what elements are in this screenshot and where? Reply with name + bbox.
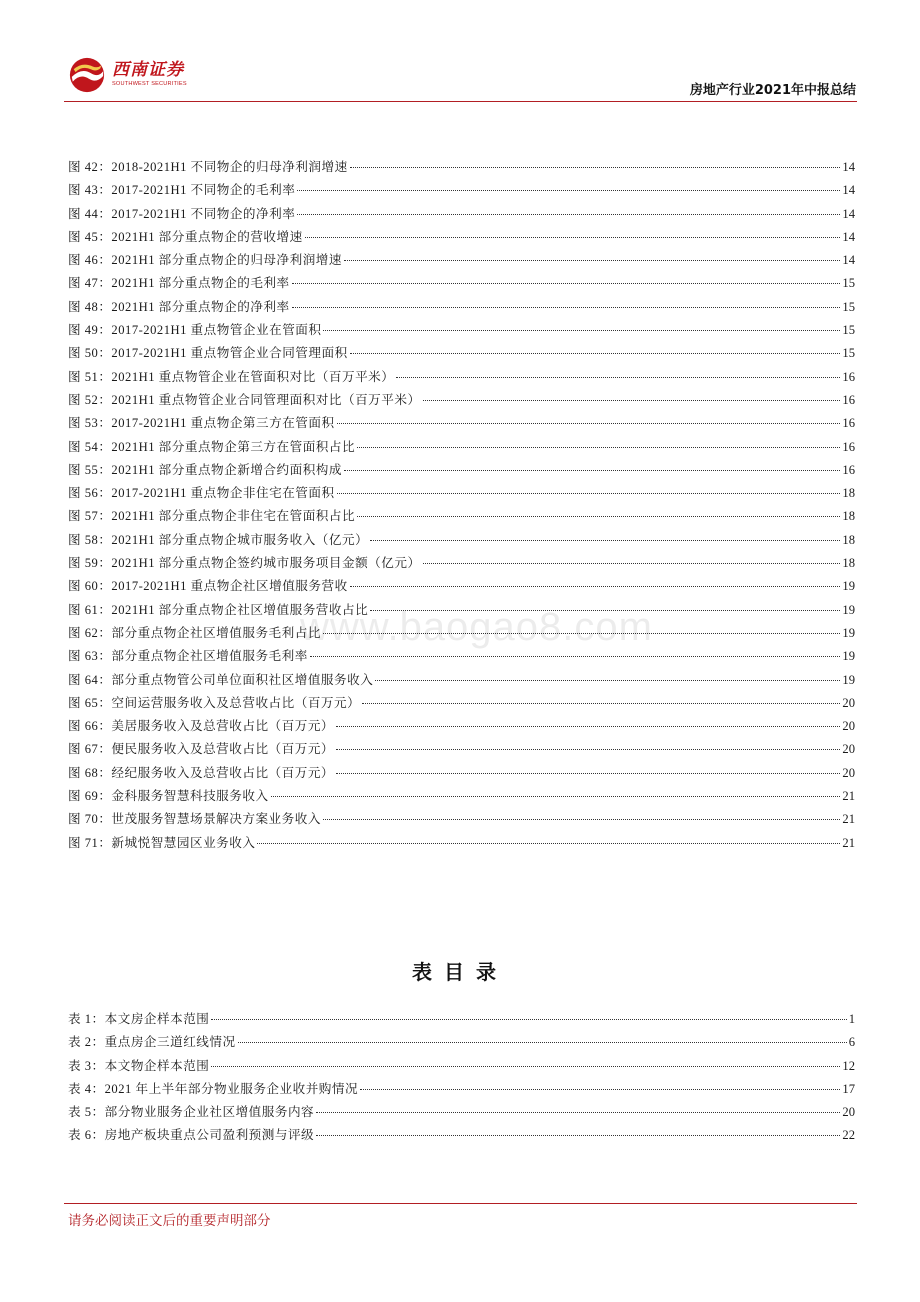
toc-entry-title: 图 57：2021H1 部分重点物企非住宅在管面积占比 [68,509,356,524]
figure-list-item[interactable] [68,436,855,459]
report-title: 房地产行业2021年中报总结 [689,83,856,98]
toc-entry-title: 图 64：部分重点物管公司单位面积社区增值服务收入 [68,672,374,687]
toc-entry-title: 图 65：空间运营服务收入及总营收占比（百万元） [68,695,361,710]
figure-list-item[interactable] [68,366,855,389]
toc-page-number: 20 [842,1105,855,1120]
dot-leader [211,1066,840,1067]
toc-entry-title: 图 42：2018-2021H1 不同物企的归母净利润增速 [68,160,348,174]
toc-page-number: 14 [842,253,855,268]
dot-leader [357,447,840,448]
toc-page-number: 17 [842,1081,855,1096]
toc-page-number: 18 [842,556,855,571]
toc-entry-title: 图 53：2017-2021H1 重点物企第三方在管面积 [68,416,335,431]
header-divider [64,101,857,102]
dot-leader [271,796,841,797]
toc-entry-title: 图 55：2021H1 部分重点物企新增合约面积构成 [68,462,342,477]
figure-list-item[interactable] [68,832,855,855]
toc-entry-title: 图 58：2021H1 部分重点物企城市服务收入（亿元） [68,532,369,547]
toc-page-number: 15 [842,276,855,291]
dot-leader [323,819,840,820]
dot-leader [360,1089,840,1090]
toc-entry-title: 图 52：2021H1 重点物管企业合同管理面积对比（百万平米） [68,392,421,407]
dot-leader [297,214,840,215]
toc-entry-title: 图 47：2021H1 部分重点物企的毛利率 [68,276,290,291]
table-list-item[interactable] [68,1031,855,1054]
toc-page-number: 16 [842,369,855,384]
toc-entry-title: 图 49：2017-2021H1 重点物管企业在管面积 [68,323,322,338]
logo-chinese-name: 西南证券 [112,60,184,81]
toc-entry-title: 图 45：2021H1 部分重点物企的营收增速 [68,229,303,244]
figure-list-item[interactable] [68,272,855,295]
table-list-heading: 表目录 [412,960,508,984]
toc-page-number: 14 [842,183,855,198]
toc-page-number: 20 [842,695,855,710]
dot-leader [337,493,841,494]
toc-entry-title: 表 4：2021 年上半年部分物业服务企业收并购情况 [68,1081,359,1096]
toc-entry-title: 图 61：2021H1 部分重点物企社区增值服务营收占比 [68,602,369,617]
toc-entry-title: 图 67：便民服务收入及总营收占比（百万元） [68,742,335,757]
page-header [0,0,920,104]
figure-list-item[interactable] [68,296,855,319]
dot-leader [323,330,840,331]
figure-list-item[interactable] [68,692,855,715]
footer-divider [64,1203,857,1204]
figure-list-item[interactable] [68,738,855,761]
toc-entry-title: 表 2：重点房企三道红线情况 [68,1035,236,1050]
toc-entry-title: 图 60：2017-2021H1 重点物企社区增值服务营收 [68,579,348,594]
dot-leader [344,470,840,471]
toc-entry-title: 图 56：2017-2021H1 重点物企非住宅在管面积 [68,486,335,501]
dot-leader [310,656,841,657]
toc-entry-title: 图 68：经纪服务收入及总营收占比（百万元） [68,765,335,780]
dot-leader [423,400,841,401]
toc-page-number: 18 [842,532,855,547]
figure-list-item[interactable] [68,575,855,598]
toc-entry-title: 图 44：2017-2021H1 不同物企的净利率 [68,206,296,221]
dot-leader [292,283,841,284]
dot-leader [350,167,841,168]
toc-page-number: 20 [842,742,855,757]
toc-page-number: 20 [842,765,855,780]
toc-page-number: 21 [842,789,855,804]
toc-entry-title: 图 66：美居服务收入及总营收占比（百万元） [68,719,335,734]
dot-leader [396,377,840,378]
footer-disclaimer: 请务必阅读正文后的重要声明部分 [68,1213,271,1229]
figure-list-item[interactable] [68,715,855,738]
toc-entry-title: 图 51：2021H1 重点物管企业在管面积对比（百万平米） [68,369,395,384]
dot-leader [292,307,841,308]
table-list-item[interactable] [68,1008,855,1031]
figure-list-item[interactable] [68,342,855,365]
figure-list-item[interactable] [68,226,855,249]
watermark: www.baogao8.com [300,605,653,649]
toc-entry-title: 图 62：部分重点物企社区增值服务毛利占比 [68,625,321,640]
table-list-item[interactable] [68,1101,855,1124]
figure-list [68,156,855,855]
toc-entry-title: 图 50：2017-2021H1 重点物管企业合同管理面积 [68,346,348,361]
toc-entry-title: 图 46：2021H1 部分重点物企的归母净利润增速 [68,253,342,268]
dot-leader [297,190,840,191]
table-list-item[interactable] [68,1078,855,1101]
toc-page-number: 18 [842,486,855,501]
dot-leader [257,843,840,844]
dot-leader [336,773,840,774]
figure-list-item[interactable] [68,785,855,808]
dot-leader [350,586,841,587]
toc-page-number: 16 [842,392,855,407]
toc-page-number: 22 [842,1128,855,1143]
dot-leader [375,680,840,681]
toc-page-number: 14 [842,160,855,174]
dot-leader [370,540,840,541]
toc-page-number: 19 [842,579,855,594]
toc-entry-title: 表 3：本文物企样本范围 [68,1058,210,1073]
toc-page-number: 18 [842,509,855,524]
toc-entry-title: 图 54：2021H1 部分重点物企第三方在管面积占比 [68,439,356,454]
table-list-item[interactable] [68,1055,855,1078]
toc-page-number: 16 [842,416,855,431]
figure-list-item[interactable] [68,156,855,179]
figure-list-item[interactable] [68,249,855,272]
toc-entry-title: 表 5：部分物业服务企业社区增值服务内容 [68,1105,315,1120]
dot-leader [362,703,840,704]
dot-leader [336,726,840,727]
logo-english-name: SOUTHWEST SECURITIES [112,81,187,88]
toc-page-number: 16 [842,462,855,477]
dot-leader [211,1019,846,1020]
figure-list-item[interactable] [68,669,855,692]
toc-page-number: 6 [848,1035,855,1050]
toc-page-number: 21 [842,812,855,827]
toc-entry-title: 表 6：房地产板块重点公司盈利预测与评级 [68,1128,315,1143]
dot-leader [305,237,841,238]
toc-entry-title: 图 63：部分重点物企社区增值服务毛利率 [68,649,308,664]
figure-list-item[interactable] [68,808,855,831]
dot-leader [316,1135,840,1136]
toc-page-number: 19 [842,672,855,687]
toc-entry-title: 图 71：新城悦智慧园区业务收入 [68,835,256,850]
logo-emblem-icon [68,56,106,94]
toc-entry-title: 图 48：2021H1 部分重点物企的净利率 [68,299,290,314]
toc-page-number: 20 [842,719,855,734]
dot-leader [238,1042,847,1043]
dot-leader [336,749,840,750]
dot-leader [357,516,840,517]
dot-leader [350,353,841,354]
dot-leader [337,423,841,424]
dot-leader [423,563,841,564]
toc-page-number: 19 [842,602,855,617]
toc-entry-title: 图 43：2017-2021H1 不同物企的毛利率 [68,183,296,198]
dot-leader [344,260,840,261]
toc-entry-title: 图 70：世茂服务智慧场景解决方案业务收入 [68,812,321,827]
figure-list-item[interactable] [68,179,855,202]
toc-page-number: 19 [842,649,855,664]
figure-list-item[interactable] [68,552,855,575]
figure-list-item[interactable] [68,203,855,226]
figure-list-item[interactable] [68,505,855,528]
toc-page-number: 19 [842,625,855,640]
toc-page-number: 1 [848,1012,855,1026]
toc-entry-title: 图 59：2021H1 部分重点物企签约城市服务项目金额（亿元） [68,556,421,571]
figure-list-item[interactable] [68,762,855,785]
toc-page-number: 15 [842,346,855,361]
dot-leader [316,1112,840,1113]
toc-entry-title: 表 1：本文房企样本范围 [68,1012,210,1026]
toc-page-number: 14 [842,206,855,221]
figure-list-item[interactable] [68,389,855,412]
toc-page-number: 15 [842,323,855,338]
toc-page-number: 21 [842,835,855,850]
figure-list-item[interactable] [68,482,855,505]
table-list [68,1008,855,1148]
toc-page-number: 16 [842,439,855,454]
toc-page-number: 15 [842,299,855,314]
toc-entry-title: 图 69：金科服务智慧科技服务收入 [68,789,269,804]
figure-list-item[interactable] [68,459,855,482]
toc-page-number: 14 [842,229,855,244]
figure-list-item[interactable] [68,529,855,552]
toc-page-number: 12 [842,1058,855,1073]
figure-list-item[interactable] [68,412,855,435]
figure-list-item[interactable] [68,319,855,342]
logo [68,56,187,94]
table-list-item[interactable] [68,1124,855,1147]
